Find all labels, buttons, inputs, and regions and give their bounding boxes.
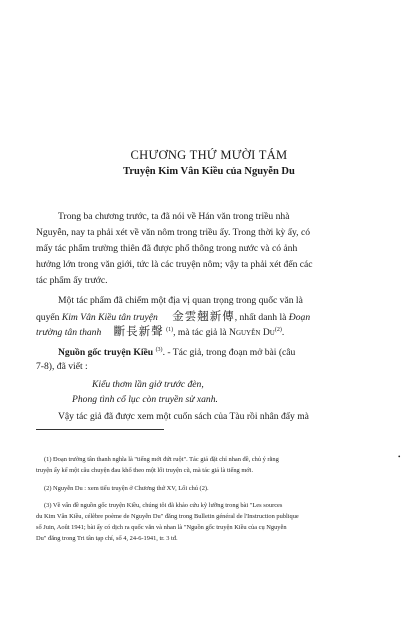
footnote-divider [36, 429, 164, 430]
footnote-2: (2) Nguyễn Du : xem tiểu truyện ở Chương thứ XV, Lối chú (2). [44, 485, 209, 492]
paragraph-1-line-3: mấy tác phẩm trường thiên đã được phổ thông trong nước và có ảnh [36, 243, 298, 254]
book-title-doan: Đoạn [288, 312, 311, 323]
paragraph-1-line-5: tác phẩm ấy trước. [36, 275, 108, 286]
footnote-ref-1: (1) [166, 326, 174, 333]
paragraph-1-line-4: hưởng lớn trong văn giới, tức là các truyện nôm; vậy ta phải xét đến các [36, 259, 313, 270]
book-title-kim-van-kieu: Kim Vân Kiều tân truyện [61, 312, 158, 323]
text-segment: . - Tác giả, trong đoạn mở bài (câu [162, 347, 296, 359]
footnote-ref-3: (3) [155, 347, 163, 353]
paragraph-3-line-1: Vậy tác giả đã được xem một cuốn sách của Tàu rồi nhân đấy mà [58, 411, 309, 422]
author-name: Nguyễn Du [229, 327, 275, 338]
origin-line-2: 7-8), đã viết : [36, 361, 88, 372]
footnote-3-line-4: Du" đăng trong Tri tân tạp chí, số 4, 24-6-1941, tr. 3 tđ. [36, 535, 178, 542]
chapter-subtitle: Truyện Kim Vân Kiều của Nguyễn Du [123, 166, 295, 177]
page-margin-mark: • [398, 453, 401, 461]
paragraph-1-line-1: Trong ba chương trước, ta đã nói về Hán văn trong triều nhà [58, 211, 290, 222]
paragraph-2-line-3 [36, 326, 284, 338]
footnote-ref-2: (2) [274, 326, 282, 333]
text-segment: quyển [36, 312, 62, 323]
chinese-title-2: 斷長新聲 [113, 324, 164, 338]
paragraph-2-line-2 [36, 311, 310, 323]
paragraph-1-line-2: Nguyễn, nay ta phải xét về văn nôm trong triều ấy. Trong thời kỳ ấy, có [36, 227, 311, 238]
text-segment: , mà tác giả là [173, 327, 230, 338]
origin-line-1 [58, 347, 295, 358]
footnote-1-line-2: truyện ấy kể một câu chuyện đau khổ theo một lối truyện cũ, mà tác giả là tiếng mới. [36, 467, 254, 474]
paragraph-2-line-1: Một tác phẩm đã chiếm một địa vị quan trọng trong quốc văn là [58, 295, 303, 306]
verse-line-1: Kiểu thơm lần giở trước đèn, [92, 379, 204, 390]
chapter-title: CHƯƠNG THỨ MƯỜI TÁM [130, 148, 288, 162]
chinese-title-1: 金雲翹新傳 [172, 309, 235, 323]
footnote-3-line-1: (3) Về vấn đề nguồn gốc truyện Kiều, chúng tôi đã khảo cứu kỹ lưỡng trong bài "Les sources [44, 502, 283, 509]
footnote-3-line-3: số Juin, Août 1941; bài ấy có dịch ra quốc văn và nhan là "Nguồn gốc truyện Kiều của cụ Nguyễn [36, 524, 287, 531]
footnote-3-line-2: du Kim Vân Kiều, célèbre poème de Nguyễn Du" đăng trong Bulletin général de l'Instruction publique [36, 513, 299, 520]
book-title-doan-truong: trường tân thanh [36, 327, 102, 338]
text-segment: . [281, 327, 285, 338]
verse-line-2: Phong tình cổ lục còn truyền sử xanh. [72, 394, 218, 405]
footnote-1-line-1: (1) Đoạn trường tân thanh nghĩa là "tiếng mới đứt ruột". Tác giả đặt chỉ nhan đề, chủ ý rằng [44, 456, 279, 463]
section-heading-origin: Nguồn gốc truyện Kiều [58, 347, 154, 359]
text-segment: , nhất danh là [234, 312, 289, 323]
